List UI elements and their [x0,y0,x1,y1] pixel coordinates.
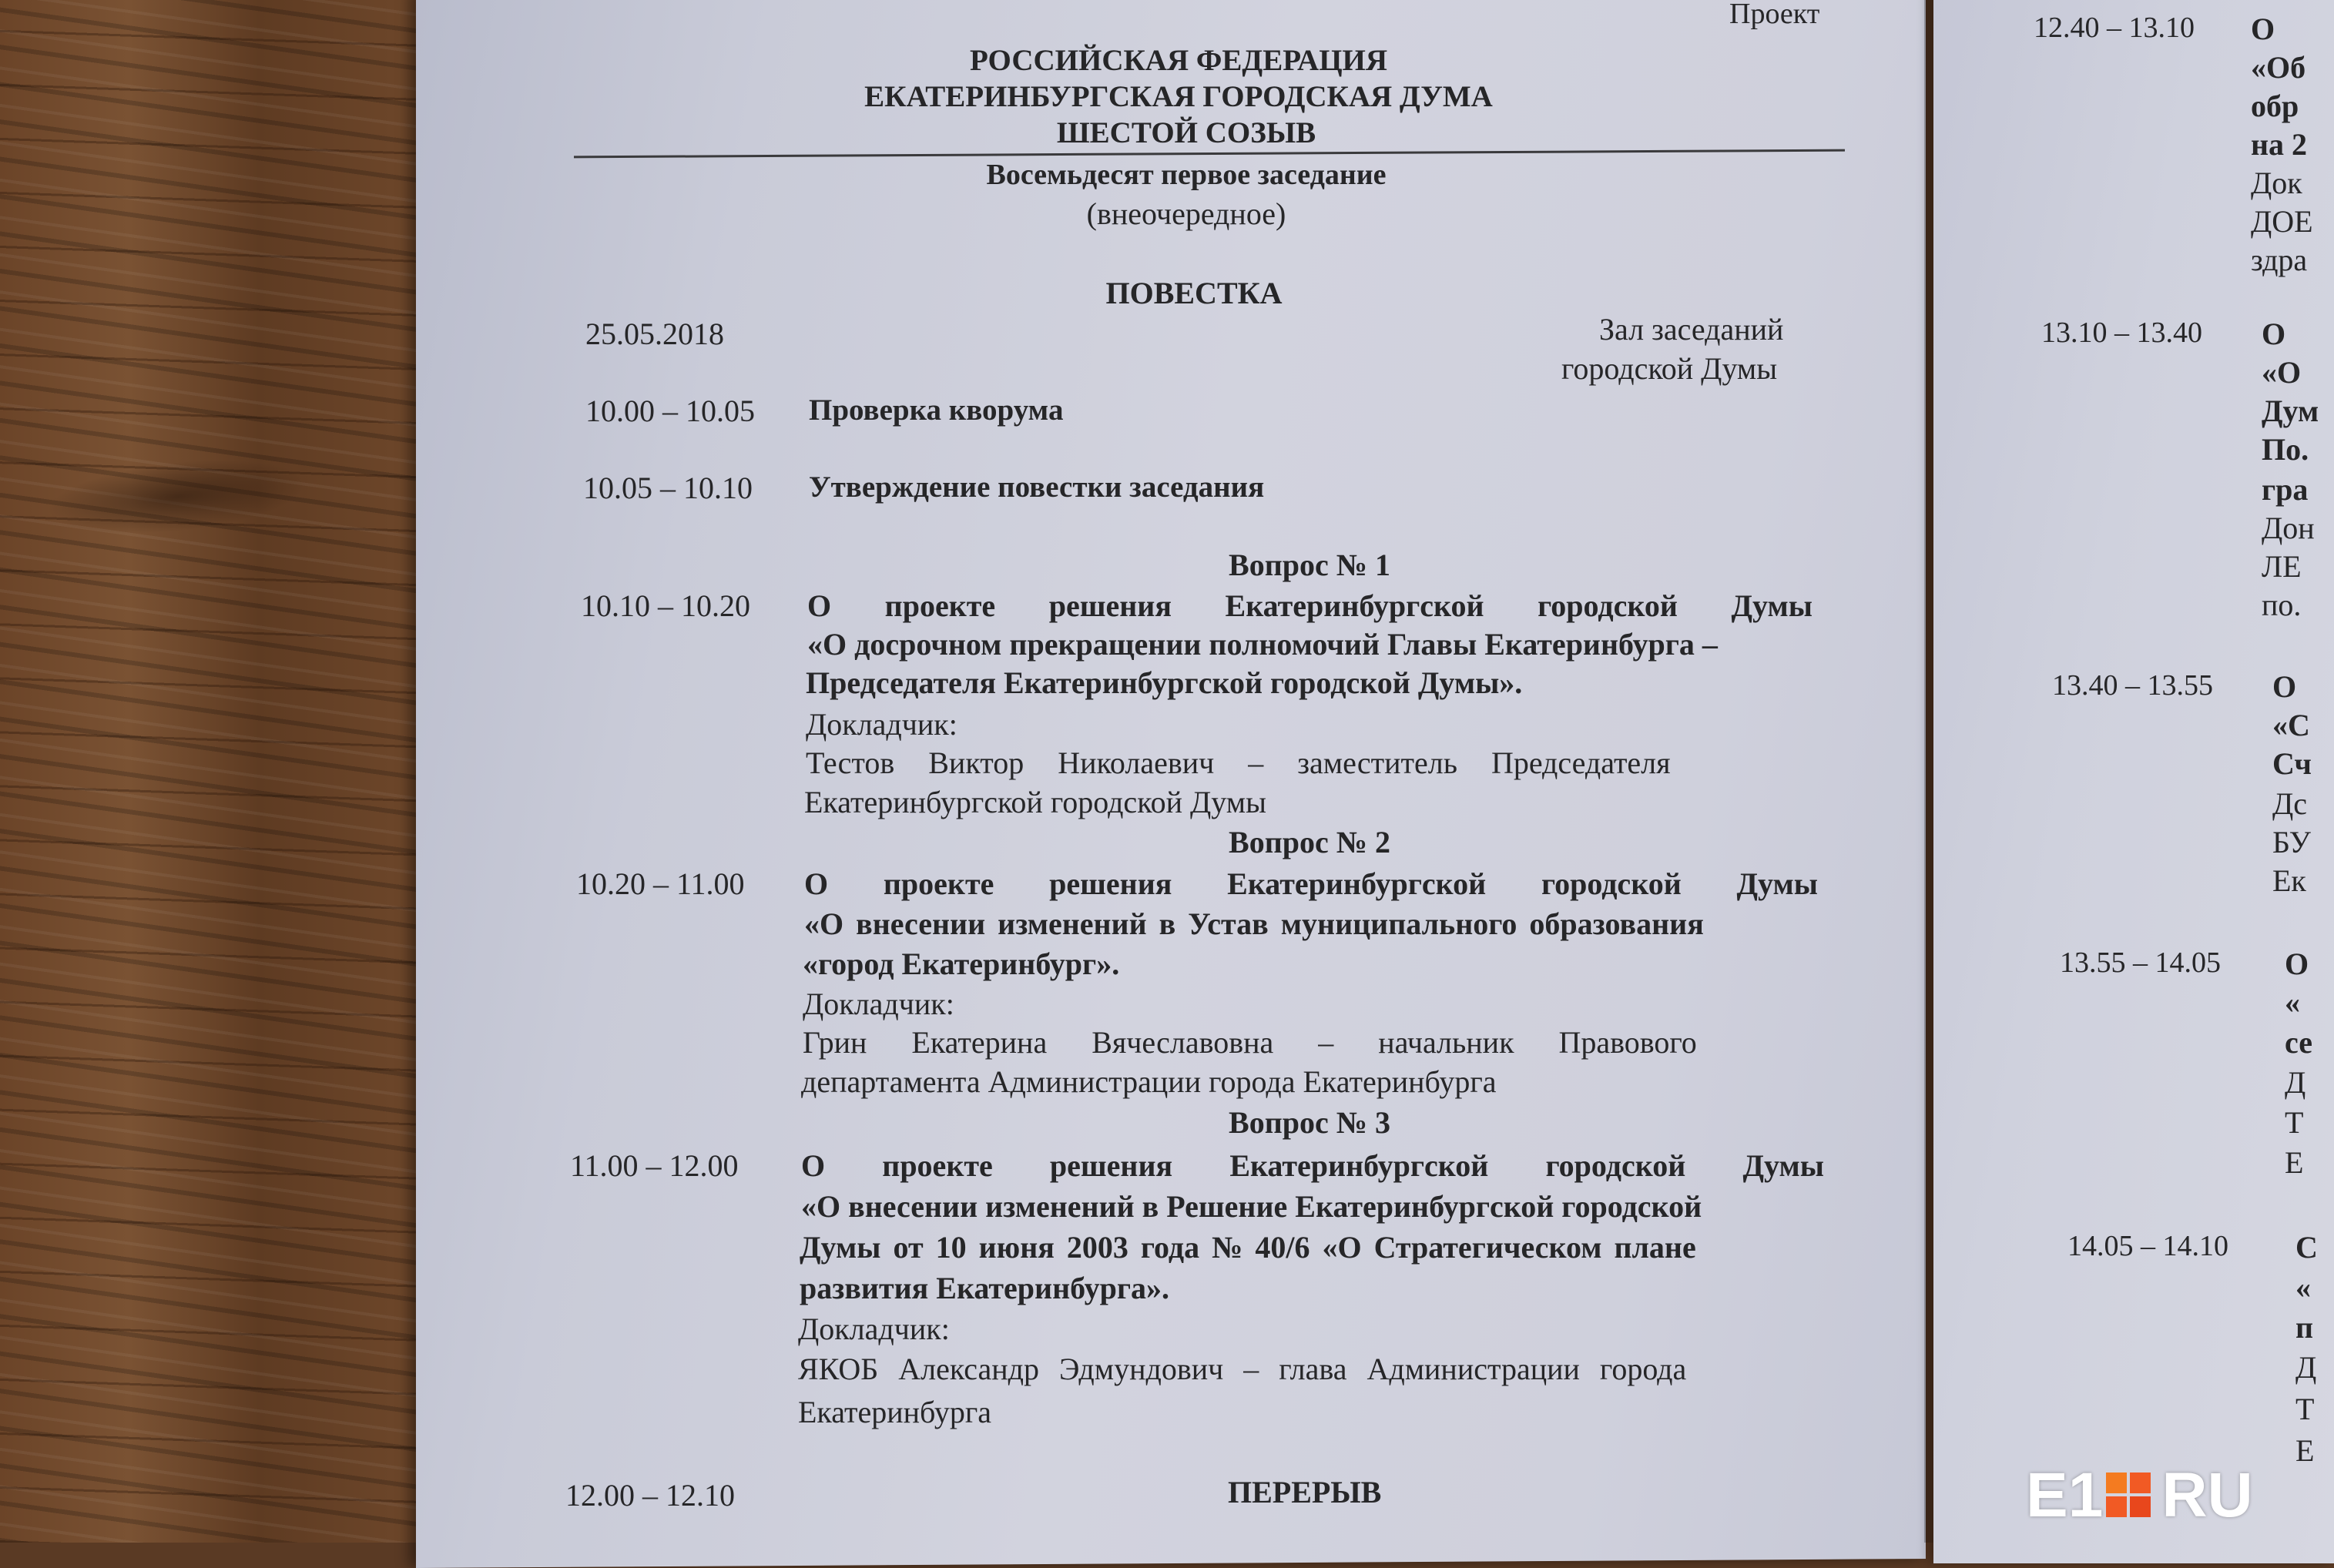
right-b4-0: О [2285,946,2309,981]
right-b5-5: Е [2295,1433,2315,1468]
header-line-2: ЕКАТЕРИНБУРГСКАЯ ГОРОДСКАЯ ДУМА [864,80,1493,113]
q2-l1-w2: проекте [883,866,994,901]
question-3-line-4: развития Екатеринбурга». [800,1271,1170,1305]
q3-l1-w5: городской [1545,1148,1686,1183]
question-3-speaker: ЯКОБ Александр Эдмундович – глава Администрации города [798,1352,1687,1386]
session-note: (внеочередное) [1086,196,1286,231]
question-3-time: 11.00 – 12.00 [570,1148,739,1183]
right-time-2: 13.10 – 13.40 [2041,317,2202,349]
q2-l1-w3: решения [1049,866,1172,901]
right-b3-3: Дс [2272,786,2308,821]
right-b3-0: О [2272,669,2297,704]
right-b2-6: ЛЕ [2262,549,2302,584]
agenda-title: ПОВЕСТКА [1105,276,1283,310]
right-b4-1: « [2285,985,2300,1020]
q2-l1-w1: О [804,866,829,901]
right-b2-3: По. [2262,432,2309,467]
right-b1-4: Док [2251,166,2302,200]
right-b2-5: Дон [2262,511,2315,545]
right-b2-1: «О [2262,355,2302,390]
question-1-time: 10.10 – 10.20 [581,588,750,623]
venue-line-2: городской Думы [1561,351,1778,386]
q2-l1-w6: Думы [1736,866,1818,901]
question-2-line-3: «город Екатеринбург». [803,946,1120,981]
right-time-3: 13.40 – 13.55 [2052,669,2213,702]
header-line-3: ШЕСТОЙ СОЗЫВ [1056,116,1316,149]
question-2-line-1 [804,866,1818,902]
wooden-table [0,0,431,1543]
question-1-heading: Вопрос № 1 [1229,548,1390,582]
question-2-speaker-2: департамента Администрации города Екатеринбурга [801,1064,1497,1099]
logo-mark-icon [2106,1473,2152,1519]
question-3-line-3: Думы от 10 июня 2003 года № 40/6 «О Стратегическом плане [800,1230,1696,1265]
question-3-line-1 [801,1148,1824,1184]
right-b3-4: БУ [2272,825,2311,859]
question-1-speaker: Тестов Виктор Николаевич – заместитель Председателя [806,745,1671,780]
q1-l1-w5: городской [1538,588,1678,623]
question-2-speaker-label: Докладчик: [803,987,954,1021]
right-b1-5: ДОЕ [2251,204,2313,239]
q3-l1-w3: решения [1049,1148,1173,1183]
right-b4-4: Т [2285,1105,2304,1140]
break-time: 12.00 – 12.10 [565,1478,735,1513]
question-1-speaker-2: Екатеринбургской городской Думы [804,785,1266,819]
q1-l1-w2: проекте [884,588,996,623]
question-1-line-3: Председателя Екатеринбургской городской Думы». [806,665,1523,700]
question-1-speaker-label: Докладчик: [806,707,957,742]
right-b4-3: Д [2285,1065,2306,1100]
question-2-line-2: «О внесении изменений в Устав муниципального образования [804,906,1704,941]
right-b1-2: обр [2251,89,2299,123]
question-1-line-1 [807,588,1813,624]
right-b1-6: здра [2251,243,2308,277]
right-b1-0: О [2251,12,2275,46]
right-b3-1: «С [2272,708,2310,742]
item-agenda-approval: Утверждение повестки заседания [809,471,1265,504]
right-b2-7: по. [2262,588,2302,622]
q1-l1-w6: Думы [1731,588,1813,623]
project-mark: Проект [1729,0,1820,30]
question-3-speaker-2: Екатеринбурга [798,1395,992,1429]
break-title: ПЕРЕРЫВ [1228,1475,1382,1509]
q2-l1-w4: Екатеринбургской [1227,866,1487,901]
logo-right-text: RU [2161,1460,2253,1530]
right-b1-3: на 2 [2251,127,2308,162]
right-time-5: 14.05 – 14.10 [2067,1230,2228,1262]
right-b2-2: Дум [2262,394,2319,428]
q3-l1-w6: Думы [1742,1148,1824,1183]
time-agenda-approval: 10.05 – 10.10 [583,471,753,505]
wood-grain-knot [43,448,311,544]
question-2-time: 10.20 – 11.00 [576,866,745,901]
right-b5-2: п [2295,1310,2314,1345]
right-b4-2: се [2285,1025,2312,1060]
e1-logo [2026,1460,2253,1530]
right-b5-3: Д [2295,1350,2317,1385]
right-b5-4: Т [2295,1392,2315,1426]
question-3-line-2: «О внесении изменений в Решение Екатеринбургской городской [801,1189,1702,1224]
right-time-1: 12.40 – 13.10 [2034,12,2195,44]
right-b5-0: С [2295,1230,2318,1265]
logo-left-text: E1 [2026,1460,2104,1530]
right-b2-0: О [2262,317,2286,351]
q3-l1-w2: проекте [882,1148,993,1183]
q1-l1-w3: решения [1048,588,1172,623]
right-b3-5: Ек [2272,863,2306,898]
q3-l1-w4: Екатеринбургской [1229,1148,1489,1183]
question-3-heading: Вопрос № 3 [1229,1105,1390,1140]
q3-l1-w1: О [801,1148,826,1183]
right-b3-2: Сч [2272,746,2312,781]
question-2-speaker: Грин Екатерина Вячеславовна – начальник Правового [803,1025,1697,1060]
venue-line-1: Зал заседаний [1599,312,1784,347]
item-quorum: Проверка кворума [809,394,1064,427]
q1-l1-w1: О [807,588,832,623]
right-b2-4: гра [2262,472,2309,507]
question-1-line-2: «О досрочном прекращении полномочий Главы Екатеринбурга – [807,627,1718,662]
question-2-heading: Вопрос № 2 [1229,825,1390,859]
right-b4-5: Е [2285,1145,2304,1180]
q2-l1-w5: городской [1541,866,1682,901]
q1-l1-w4: Екатеринбургской [1225,588,1484,623]
right-time-4: 13.55 – 14.05 [2060,946,2221,979]
time-quorum: 10.00 – 10.05 [585,394,755,428]
session-title: Восемьдесят первое заседание [986,159,1387,191]
agenda-date: 25.05.2018 [585,317,724,351]
question-3-speaker-label: Докладчик: [798,1312,950,1346]
right-b5-1: « [2295,1270,2311,1305]
right-b1-1: «Об [2251,50,2306,85]
header-line-1: РОССИЙСКАЯ ФЕДЕРАЦИЯ [969,44,1388,77]
